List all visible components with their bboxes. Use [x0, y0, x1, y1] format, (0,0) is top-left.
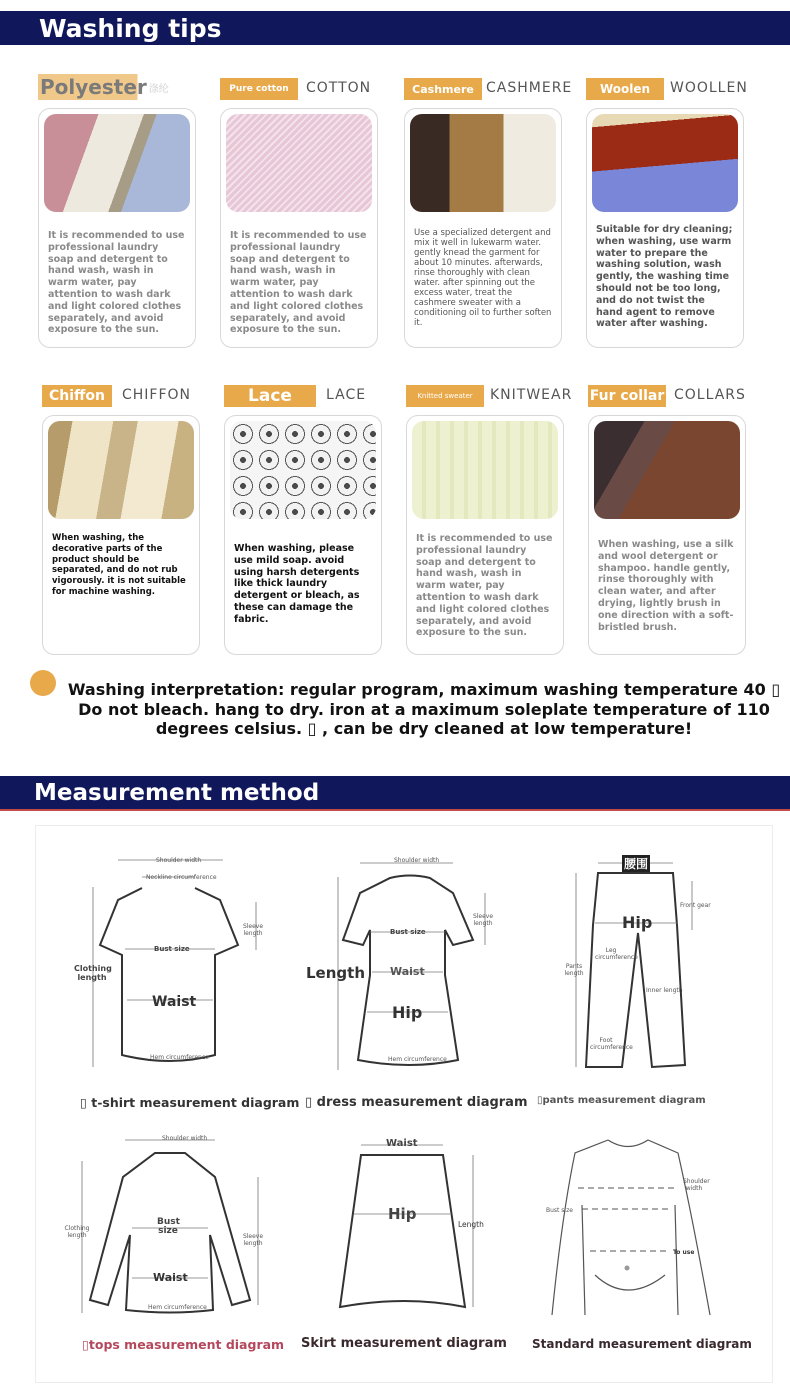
- standard-diagram: [530, 1125, 760, 1395]
- length-label: Length: [306, 964, 365, 982]
- hem-label: Hem circumference: [388, 1056, 447, 1063]
- pants-caption: ▯pants measurement diagram: [537, 1095, 706, 1106]
- fabric-card-chiffon: [42, 385, 222, 597]
- waist-label: Waist: [390, 965, 425, 978]
- fabric-tag: Knitted sweater: [406, 385, 484, 407]
- fabric-card-polyester: [38, 75, 218, 336]
- bust-size-label: Bust size: [157, 1217, 180, 1236]
- dress-diagram: [290, 845, 528, 1115]
- pants-outline-icon: [530, 845, 770, 1115]
- waist-label: To use: [673, 1249, 695, 1256]
- skirt-outline-icon: [290, 1125, 530, 1365]
- foot-circumference-label: Foot circumference: [590, 1037, 633, 1051]
- fabric-card-cashmere: [404, 78, 584, 328]
- waist-label: Waist: [386, 1138, 418, 1149]
- fabric-tag: Woolen: [586, 78, 664, 100]
- fabric-swatch-image: [226, 114, 372, 212]
- standard-caption: Standard measurement diagram: [532, 1337, 752, 1351]
- hem-label: Hem circumference: [150, 1054, 209, 1061]
- fabric-swatch-image: [48, 421, 194, 519]
- fabric-swatch-image: [230, 421, 376, 519]
- fabric-tag: Cashmere: [404, 78, 482, 100]
- measurement-method-title: Measurement method: [34, 780, 320, 806]
- fabric-swatch-image: [410, 114, 556, 212]
- inner-length-label: Inner length: [646, 987, 683, 994]
- fabric-card-fur-collar: [588, 385, 768, 633]
- fabric-card-knitwear: [406, 385, 586, 639]
- collar-label: Neckline circumference: [146, 874, 217, 881]
- waist-label: 腰围: [624, 857, 649, 871]
- body-outline-icon: [530, 1125, 770, 1365]
- shoulder-width-label: Shoulder width: [162, 1135, 208, 1142]
- fabric-description: When washing, please use mild soap. avoid using harsh detergents like thick laundry detergent or bleach, as these can damage the fabric.: [234, 543, 360, 625]
- hip-label: Hip: [388, 1205, 417, 1223]
- fabric-tag: Pure cotton: [220, 78, 298, 100]
- sleeve-length-label: Sleeve length: [242, 923, 264, 937]
- bust-size-label: Bust size: [546, 1207, 573, 1214]
- fabric-description: When washing, the decorative parts of the product should be separated, and do not rub vigorously. it is not suitable for machine washing.: [52, 533, 186, 597]
- tshirt-diagram: [60, 845, 300, 1115]
- fabric-swatch-image: [594, 421, 740, 519]
- waist-label: Waist: [153, 1271, 188, 1284]
- leg-circumference-label: Leg circumference: [595, 947, 638, 961]
- sleeve-length-label: Sleeve length: [242, 1233, 264, 1247]
- clothing-length-label: Clothing length: [74, 964, 112, 982]
- fabric-tag: Lace: [224, 385, 316, 407]
- front-gear-label: Front gear: [680, 902, 711, 909]
- fabric-card-woolen: [586, 78, 766, 330]
- sleeve-length-label: Sleeve length: [472, 913, 494, 927]
- fabric-english-name: COTTON: [306, 80, 372, 96]
- pants-diagram: [530, 845, 760, 1115]
- bust-size-label: Bust size: [154, 945, 190, 953]
- tops-diagram: [60, 1125, 290, 1395]
- fabric-swatch-image: [44, 114, 190, 212]
- skirt-diagram: [290, 1125, 520, 1395]
- fabric-swatch-image: [412, 421, 558, 519]
- tshirt-caption: ▯ t-shirt measurement diagram: [80, 1095, 300, 1110]
- fabric-english-name: WOOLLEN: [670, 80, 748, 96]
- washing-interpretation-text: Washing interpretation: regular program, maximum washing temperature 40 ▯ Do not bleach. hang to dry. iron at a maximum soleplate temperature of 110 degrees celsius. ▯ , can be dry cleaned at low temperature!: [67, 680, 781, 738]
- pants-length-label: Pants length: [564, 963, 584, 977]
- fabric-card-cotton: [220, 78, 400, 336]
- fabric-description: It is recommended to use professional laundry soap and detergent to hand wash, wash in warm water, pay attention to wash dark and light colored clothes separately, and avoid exposure to the sun.: [416, 533, 553, 639]
- clothing-length-label: Clothing length: [64, 1225, 90, 1239]
- fabric-english-name: KNITWEAR: [490, 387, 573, 403]
- shoulder-width-label: Shoulder width: [394, 857, 440, 864]
- washing-tips-title: Washing tips: [39, 14, 222, 43]
- dress-caption: ▯ dress measurement diagram: [305, 1095, 528, 1110]
- hip-label: Hip: [622, 913, 653, 932]
- skirt-caption: Skirt measurement diagram: [301, 1336, 507, 1351]
- tops-caption: ▯tops measurement diagram: [82, 1337, 285, 1352]
- fabric-description: It is recommended to use professional laundry soap and detergent to hand wash, wash in warm water, pay attention to wash dark and light colored clothes separately, and avoid exposure to the sun.: [230, 230, 367, 336]
- fabric-tag: Chiffon: [42, 385, 112, 407]
- fabric-description: When washing, use a silk and wool detergent or shampoo. handle gently, rinse thoroughly with clean water, and after drying, lightly brush in one direction with a soft-bristled brush.: [598, 539, 734, 633]
- fabric-tag: Polyester 涤纶: [40, 75, 169, 99]
- hip-label: Hip: [392, 1003, 423, 1022]
- fabric-tag: Fur collar: [588, 385, 666, 407]
- fabric-description: Suitable for dry cleaning; when washing, use warm water to prepare the washing solution, wash gently, the washing time should not be too long, and do not twist the hand agent to remove water after washing.: [596, 224, 733, 330]
- fabric-swatch-image: [592, 114, 738, 212]
- shoulder-width-label: Shoulder width: [683, 1178, 710, 1192]
- fabric-description: Use a specialized detergent and mix it well in lukewarm water. gently knead the garment for about 10 minutes. afterwards, rinse thoroughly with clean water. after spinning out the excess water, treat the cashmere sweater with a conditioning oil to further soften it.: [414, 228, 552, 328]
- bullet-dot-icon: [30, 670, 56, 696]
- washing-tips-banner: [0, 11, 790, 45]
- measurement-method-banner: [0, 776, 790, 811]
- fabric-description: It is recommended to use professional laundry soap and detergent to hand wash, wash in warm water, pay attention to wash dark and light colored clothes separately, and avoid exposure to the sun.: [48, 230, 185, 336]
- fabric-english-name: CHIFFON: [122, 387, 192, 403]
- fabric-english-name: LACE: [326, 387, 367, 403]
- hem-label: Hem circumference: [148, 1304, 207, 1311]
- fabric-english-name: CASHMERE: [486, 80, 573, 96]
- bust-size-label: Bust size: [390, 928, 426, 936]
- fabric-card-lace: [224, 385, 404, 625]
- length-label: Length: [458, 1220, 484, 1229]
- shoulder-width-label: Shoulder width: [156, 857, 202, 864]
- fabric-english-name: COLLARS: [674, 387, 746, 403]
- waist-label: Waist: [152, 994, 197, 1010]
